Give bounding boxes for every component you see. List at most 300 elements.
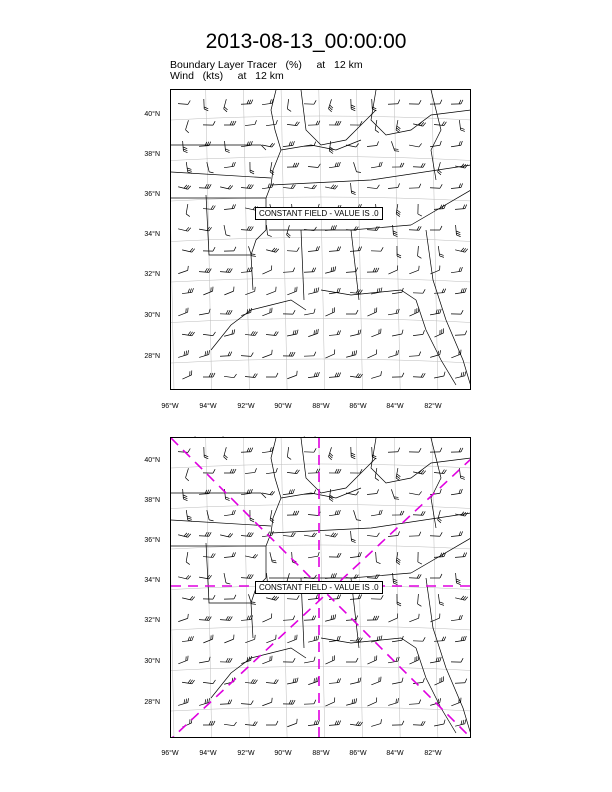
lat-label: 30°N [144,312,160,319]
state-boundary [321,290,416,300]
wind-barb [224,162,236,168]
wind-barb [266,373,278,377]
wind-barb [265,635,278,643]
wind-barb [455,679,467,684]
wind-barb [283,700,295,704]
wind-barb [266,120,278,126]
latitude-gridline [171,157,471,161]
wind-barb [287,120,299,125]
wind-barb [286,719,299,727]
wind-barb [224,469,236,473]
wind-barb [455,331,467,336]
wind-barb [350,720,362,726]
wind-barb [345,350,358,357]
wind-barb [266,679,278,684]
wind-barb [396,552,402,564]
wind-barb [454,371,467,378]
map-panel-1[interactable] [170,89,471,390]
wind-barb [304,268,316,273]
lat-label: 32°N [144,271,160,278]
wind-barb [451,310,463,314]
wind-barb [266,246,279,253]
wind-barb [351,183,356,195]
wind-barb [245,330,257,335]
wind-barb [203,469,215,473]
wind-barb [283,658,295,662]
wind-barb [430,184,442,189]
wind-barb [307,677,320,685]
wind-barb [329,372,341,377]
latitude-gridline [171,505,471,509]
longitude-gridline [243,438,249,738]
wind-barb [391,330,404,336]
wind-barb [182,288,194,293]
wind-barb [413,721,425,726]
state-boundary [171,172,271,178]
wind-barb [329,121,341,125]
wind-barb [408,266,421,274]
latitude-gridline [171,667,471,671]
wind-barb [245,552,258,558]
wind-barb [245,721,257,726]
longitude-gridline [394,438,400,738]
wind-barb [329,553,341,557]
wind-barb [203,553,215,558]
wind-barb [387,309,399,315]
wind-barb [367,489,379,494]
longitude-gridline [394,90,400,390]
wind-barb [413,163,425,168]
wind-barb [450,489,462,495]
wind-barb [418,204,422,216]
lon-label: 92°W [237,750,255,757]
wind-barb [429,657,442,663]
wind-barb [388,100,400,105]
wind-barb [220,268,232,273]
wind-barb [430,532,442,537]
wind-barb [178,225,191,232]
state-boundary [301,230,304,300]
wind-barb [324,266,337,273]
wind-barb [455,552,467,557]
wind-barb [349,330,362,337]
lon-label: 86°W [349,403,367,410]
wind-barb [409,352,421,357]
wind-barb [304,183,316,189]
wind-barb [262,141,275,147]
wind-barb [220,531,233,538]
wind-barb [433,372,446,378]
lat-label: 34°N [144,231,160,238]
dashed-grid-line [171,458,471,738]
wind-barb [328,447,335,460]
wind-barb [366,697,379,706]
wind-barb [245,678,257,683]
wind-barb [367,268,379,272]
wind-barb [199,573,212,579]
latitude-gridline [171,278,471,282]
lon-label: 84°W [386,403,404,410]
wind-barb [354,161,361,174]
state-boundary [211,648,306,698]
wind-barb [261,350,274,358]
wind-barb [178,573,191,580]
wind-barb [241,700,253,705]
wind-barb [351,99,355,111]
wind-barb [307,635,320,642]
wind-barb [203,330,215,336]
wind-barb [261,656,274,664]
wind-barb [370,162,382,168]
wind-barb [286,678,299,684]
wind-barb [409,226,421,231]
wind-barb [345,698,358,705]
wind-barb [354,509,361,522]
wind-barb [266,225,271,237]
state-boundary [371,90,471,135]
latitude-gridline [171,319,471,323]
state-boundary [171,145,266,150]
wind-barb [413,511,425,516]
wind-barb [329,678,341,683]
wind-barb [396,468,402,481]
wind-barb [350,552,362,558]
lon-label: 82°W [424,750,442,757]
wind-barb [451,183,463,188]
wind-barb [370,371,383,378]
longitude-gridline [171,90,174,390]
state-boundary [269,573,411,578]
wind-barb [250,162,254,174]
wind-barb [266,594,279,601]
state-boundary [266,90,281,198]
wind-barb [459,120,464,132]
wind-barb [371,247,383,251]
latitude-gridline [171,238,471,242]
wind-barb [438,594,444,606]
wind-barb [413,373,425,378]
wind-barb [304,616,316,621]
map-1-canvas [171,90,471,390]
wind-barb [433,720,446,726]
wind-barb [241,352,253,357]
lon-label: 82°W [424,403,442,410]
wind-barb [283,489,295,494]
wind-barb [224,247,236,251]
wind-barb [261,308,274,316]
wind-barb [203,205,215,210]
wind-barb [245,373,257,378]
wind-barb [351,447,355,459]
wind-barb [266,331,278,336]
wind-barb [307,329,320,337]
wind-barb [350,469,362,473]
wind-barb [224,224,230,237]
wind-barb [287,468,299,473]
wind-barb [433,676,446,685]
latitude-gridline [171,707,471,711]
lon-label: 94°W [199,750,217,757]
wind-barb [203,678,215,684]
lon-label: 88°W [312,750,330,757]
state-boundary [171,546,266,578]
wind-barb [451,267,463,273]
wind-barb [186,509,192,521]
wind-barb [324,307,337,316]
wind-barb [346,268,358,273]
wind-barb [223,635,236,643]
wind-barb [262,489,275,495]
longitude-gridline [171,438,174,738]
constant-field-label: CONSTANT FIELD - VALUE IS .0 [255,207,383,220]
wind-barb [220,183,233,190]
latitude-gridline [171,359,471,363]
wind-barb [456,225,461,237]
wind-barb [434,552,446,557]
longitude-gridline [319,90,325,390]
wind-barb [283,310,295,314]
state-boundary [171,493,266,498]
wind-barb [437,162,444,175]
wind-barb [388,183,400,188]
lon-label: 88°W [312,403,330,410]
wind-barb [177,614,190,622]
state-boundary [266,438,281,546]
wind-barb [287,163,299,167]
lon-label: 96°W [161,750,179,757]
panel1-field-label: Boundary Layer Tracer (%) at 12 km [170,59,363,71]
wind-barb [186,161,192,173]
wind-barb [304,352,316,356]
wind-barb [429,489,441,495]
wind-barb [287,247,299,252]
lon-label: 84°W [386,750,404,757]
wind-barb [224,552,236,557]
wind-barb [409,184,421,188]
wind-barb [182,246,195,253]
wind-barb [304,100,316,104]
wind-barb [198,309,211,315]
wind-barb [346,658,358,662]
wind-barb [240,656,253,664]
wind-barb [392,373,404,377]
wind-barb [376,552,381,564]
wind-barb [346,226,358,231]
wind-barb [396,204,402,216]
wind-barb [387,613,400,622]
wind-barb [308,163,320,168]
wind-barb [198,350,211,357]
wind-barb [304,448,316,452]
wind-barb [220,352,232,357]
wind-barb [324,349,337,358]
state-boundary [411,538,471,573]
lat-label: 32°N [144,617,160,624]
wind-barb [186,204,192,216]
wind-barb [224,510,236,516]
wind-barb [287,511,299,515]
state-boundary [271,165,471,185]
wind-barb [307,287,320,294]
wind-barb [409,141,422,147]
wind-barb [450,141,462,147]
wind-barb [409,700,421,705]
wind-barb [183,489,188,501]
wind-barb [223,99,230,112]
wind-barb [220,658,232,662]
wind-barb [177,350,190,357]
wind-barb [351,531,356,543]
wind-barb [430,574,442,578]
wind-barb [350,594,362,599]
wind-barb [207,509,214,522]
panel1-wind-label: Wind (kts) at 12 km [170,70,284,82]
wind-barb [241,226,253,231]
wind-barb [207,161,214,174]
lon-label: 90°W [274,403,292,410]
lat-label: 36°N [144,537,160,544]
state-boundary [351,230,359,300]
wind-barb [185,120,192,133]
wind-barb [178,100,190,105]
wind-barb [324,655,337,664]
wind-barb [438,246,444,258]
wind-barb [286,635,299,643]
lon-label: 96°W [161,403,179,410]
wind-barb [182,594,195,601]
wind-barb [241,574,253,579]
map-panel-2[interactable] [170,437,471,738]
wind-barb [244,635,257,643]
wind-barb [450,698,463,706]
wind-barb [450,350,463,358]
wind-barb [456,573,461,585]
wind-barb [413,637,425,641]
wind-barb [286,287,299,295]
wind-barb [224,372,236,378]
latitude-gridline [171,626,471,630]
wind-barb [417,594,422,606]
wind-barb [434,289,446,294]
wind-barb [224,595,236,599]
wind-barb [451,448,463,452]
wind-barb [186,552,192,564]
wind-barb [349,678,362,685]
wind-barb [245,468,257,473]
wind-barb [451,100,463,104]
wind-barb [370,719,383,726]
wind-barb [308,121,320,125]
wind-barb [434,204,446,209]
wind-barb [202,287,215,295]
wind-barb [366,655,379,664]
wind-barb [429,698,442,705]
state-boundary [301,90,376,145]
wind-barb [183,141,188,153]
wind-barb [370,329,383,337]
wind-barb [220,310,232,314]
wind-barb [430,448,442,452]
wind-barb [328,162,340,168]
wind-barb [199,532,211,537]
wind-barb [434,637,446,642]
lat-label: 36°N [144,191,160,198]
wind-barb [261,613,274,622]
lon-label: 86°W [349,750,367,757]
wind-barb [224,720,236,726]
wind-barb [261,447,273,453]
wind-barb [286,225,293,238]
latitude-gridline [171,116,471,120]
wind-barb [241,448,253,453]
wind-barb [371,595,383,599]
wind-barb [308,720,320,725]
wind-barb [329,247,341,252]
wind-barb [430,226,442,230]
wind-barb [408,655,421,664]
wind-barb [367,141,379,146]
wind-barb [224,121,236,125]
state-boundary [371,438,471,483]
wind-barb [203,121,215,125]
wind-barb [178,183,191,190]
state-boundary [251,230,266,255]
wind-barb [433,328,446,337]
wind-barb [392,163,404,167]
wind-barb [459,468,464,480]
wind-barb [261,183,273,189]
wind-barb [225,141,230,153]
wind-barb [177,308,190,316]
wind-barb [324,697,337,706]
wind-barb [241,141,253,147]
wind-barb [329,720,341,725]
wind-barb [455,246,468,253]
wind-barb [350,372,362,378]
wind-barb [203,373,215,377]
wind-barb [455,594,468,601]
wind-barb [199,184,211,189]
page-title: 2013-08-13_00:00:00 [205,30,407,53]
wind-barb [409,489,422,495]
lon-label: 94°W [199,403,217,410]
wind-barb [287,447,292,459]
wind-barb [370,510,382,516]
wind-barb [286,371,299,379]
lon-label: 90°W [274,750,292,757]
wind-barb [434,468,446,473]
wind-barb [429,309,442,315]
wind-barb [350,246,362,251]
wind-barb [387,698,400,705]
wind-barb [409,532,421,536]
wind-barb [437,510,444,523]
longitude-gridline [357,90,363,390]
wind-barb [199,142,211,147]
wind-barb [429,141,441,147]
lat-label: 40°N [144,457,160,464]
wind-barb [287,595,299,600]
wind-barb [367,183,379,188]
wind-barb [224,572,230,585]
wind-barb [250,510,254,522]
wind-barb [350,121,362,125]
wind-barb [287,99,292,111]
state-boundary [426,578,471,738]
wind-barb [366,307,379,316]
wind-barb [244,287,257,295]
state-boundary [271,513,471,533]
